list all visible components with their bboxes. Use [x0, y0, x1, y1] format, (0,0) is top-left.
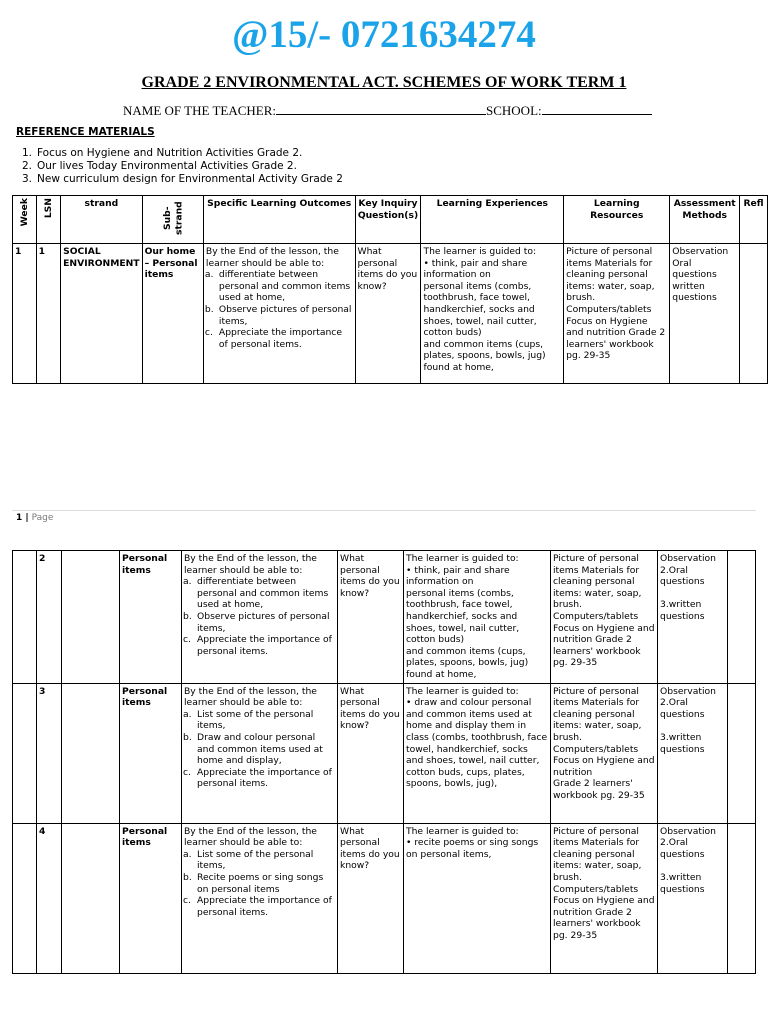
outcome-item: b. Observe pictures of personal items,	[183, 610, 330, 634]
scheme-table-page2	[12, 550, 756, 974]
substrand-cell: Our home – Personal items	[142, 244, 203, 384]
key-inquiry-cell: What personal items do you know?	[355, 244, 421, 384]
outcomes-cell	[203, 244, 355, 384]
key-inquiry-cell: What personal items do you know?	[338, 551, 404, 684]
reflection-cell	[728, 551, 756, 684]
reference-heading: REFERENCE MATERIALS	[16, 126, 155, 138]
outcome-item: b. Recite poems or sing songs on personal items	[183, 871, 324, 895]
resources-cell: Picture of personal items Materials for cleaning personal items: water, soap, brush. Computers/tablets Focus on Hygiene and nutrition Grade 2 learners' workbook pg. 29-35	[551, 683, 658, 823]
substrand-cell: Personal items	[120, 683, 182, 823]
col-lsn-header: LSN	[36, 196, 61, 244]
outcome-item: a. List some of the personal items,	[183, 708, 314, 732]
page-footer: 1 | Page	[16, 513, 54, 523]
strand-cell: SOCIAL ENVIRONMENT	[61, 244, 142, 384]
substrand-cell: Personal items	[120, 823, 182, 973]
reflection-cell	[740, 244, 768, 384]
assessment-cell: Observation 2.Oral questions 3.written questions	[658, 823, 728, 973]
col-reflection-header: Refl	[740, 196, 768, 244]
col-strand-header: strand	[61, 196, 142, 244]
col-week-header: Week	[13, 196, 37, 244]
outcomes-intro: By the End of the lesson, the learner should be able to:	[205, 246, 339, 269]
strand-cell	[62, 823, 120, 973]
outcomes-intro: By the End of the lesson, the learner should be able to:	[184, 685, 317, 709]
lsn-cell: 2	[37, 551, 62, 684]
outcome-item: a. List some of the personal items,	[183, 848, 314, 872]
reference-list	[22, 147, 343, 186]
lsn-cell: 1	[36, 244, 61, 384]
reference-item: 2. Our lives Today Environmental Activities Grade 2.	[22, 160, 297, 172]
table-row	[13, 244, 768, 384]
substrand-cell: Personal items	[120, 551, 182, 684]
resources-cell: Picture of personal items Materials for cleaning personal items: water, soap, brush. Computers/tablets Focus on Hygiene and nutrition Grade 2 learners' workbook pg. 29-35	[564, 244, 670, 384]
outcome-item: b. Observe pictures of personal items,	[204, 303, 352, 327]
experiences-cell: The learner is guided to: • think, pair and share information on personal items (combs, toothbrush, face towel, handkerchief, socks and shoes, towel, nail cutter, cotton buds) and common items (cups, plates, spoons, bowls, jug) found at home,	[421, 244, 564, 384]
table-row	[13, 683, 756, 823]
week-cell	[13, 551, 37, 684]
col-assessment-header: Assessment Methods	[670, 196, 740, 244]
outcomes-cell	[182, 683, 338, 823]
outcomes-list	[206, 269, 353, 350]
outcomes-list	[184, 709, 335, 790]
strand-cell	[62, 683, 120, 823]
lsn-cell: 3	[37, 683, 62, 823]
lsn-cell: 4	[37, 823, 62, 973]
experiences-cell: The learner is guided to: • recite poems or sing songs on personal items,	[404, 823, 551, 973]
outcomes-intro: By the End of the lesson, the learner should be able to:	[184, 553, 317, 576]
outcomes-cell	[182, 823, 338, 973]
assessment-cell: Observation 2.Oral questions 3.written questions	[658, 683, 728, 823]
teacher-label: NAME OF THE TEACHER:	[123, 103, 276, 118]
week-cell	[13, 683, 37, 823]
col-experiences-header: Learning Experiences	[421, 196, 564, 244]
reflection-cell	[728, 683, 756, 823]
outcome-item: b. Draw and colour personal and common items used at home and display,	[183, 731, 323, 767]
school-name-blank	[542, 102, 652, 115]
key-inquiry-cell: What personal items do you know?	[338, 823, 404, 973]
experiences-cell: The learner is guided to: • draw and colour personal and common items used at home and display them in class (combs, toothbrush, face towel, handkerchief, socks and shoes, towel, nail cutter, cotton buds, cups, plates, spoons, bowls, jug),	[404, 683, 551, 823]
teacher-name-blank	[276, 102, 486, 115]
phone-banner: @15/- 0721634274	[232, 13, 536, 56]
page-footer-rule	[12, 510, 756, 511]
document-title: GRADE 2 ENVIRONMENTAL ACT. SCHEMES OF WORK TERM 1	[141, 74, 627, 91]
outcomes-list	[184, 849, 335, 919]
outcomes-list	[184, 576, 335, 657]
week-cell: 1	[13, 244, 37, 384]
col-outcomes-header: Specific Learning Outcomes	[203, 196, 355, 244]
scheme-table-page1	[12, 195, 768, 384]
col-key-inquiry-header: Key Inquiry Question(s)	[355, 196, 421, 244]
teacher-school-line	[123, 102, 652, 119]
reflection-cell	[728, 823, 756, 973]
school-label: SCHOOL:	[486, 103, 542, 118]
experiences-cell: The learner is guided to: • think, pair and share information on personal items (combs, toothbrush, face towel, handkerchief, socks and shoes, towel, nail cutter, cotton buds) and common items (cups, plates, spoons, bowls, jug) found at home,	[404, 551, 551, 684]
col-resources-header: Learning Resources	[564, 196, 670, 244]
strand-cell	[62, 551, 120, 684]
outcome-item: c. Appreciate the importance of personal items.	[183, 634, 332, 657]
assessment-cell: Observation 2.Oral questions 3.written questions	[658, 551, 728, 684]
reference-item: 3. New curriculum design for Environmental Activity Grade 2	[22, 173, 343, 185]
outcomes-intro: By the End of the lesson, the learner should be able to:	[184, 825, 317, 849]
outcome-item: a. differentiate between personal and common items used at home,	[204, 269, 351, 304]
col-substrand-header: Sub-strand	[142, 196, 203, 244]
outcome-item: c. Appreciate the importance of personal items.	[204, 327, 342, 350]
table-row	[13, 551, 756, 684]
key-inquiry-cell: What personal items do you know?	[338, 683, 404, 823]
table-row	[13, 823, 756, 973]
assessment-cell: Observation Oral questions written questions	[670, 244, 740, 384]
week-cell	[13, 823, 37, 973]
outcome-item: c. Appreciate the importance of personal items.	[183, 895, 332, 918]
reference-item: 1. Focus on Hygiene and Nutrition Activities Grade 2.	[22, 147, 303, 159]
outcomes-cell	[182, 551, 338, 684]
resources-cell: Picture of personal items Materials for cleaning personal items: water, soap, brush. Computers/tablets Focus on Hygiene and nutrition Grade 2 learners' workbook pg. 29-35	[551, 823, 658, 973]
header-row	[13, 196, 768, 244]
outcome-item: a. differentiate between personal and common items used at home,	[183, 576, 329, 611]
outcome-item: c. Appreciate the importance of personal items.	[183, 766, 332, 790]
resources-cell: Picture of personal items Materials for cleaning personal items: water, soap, brush. Computers/tablets Focus on Hygiene and nutrition Grade 2 learners' workbook pg. 29-35	[551, 551, 658, 684]
